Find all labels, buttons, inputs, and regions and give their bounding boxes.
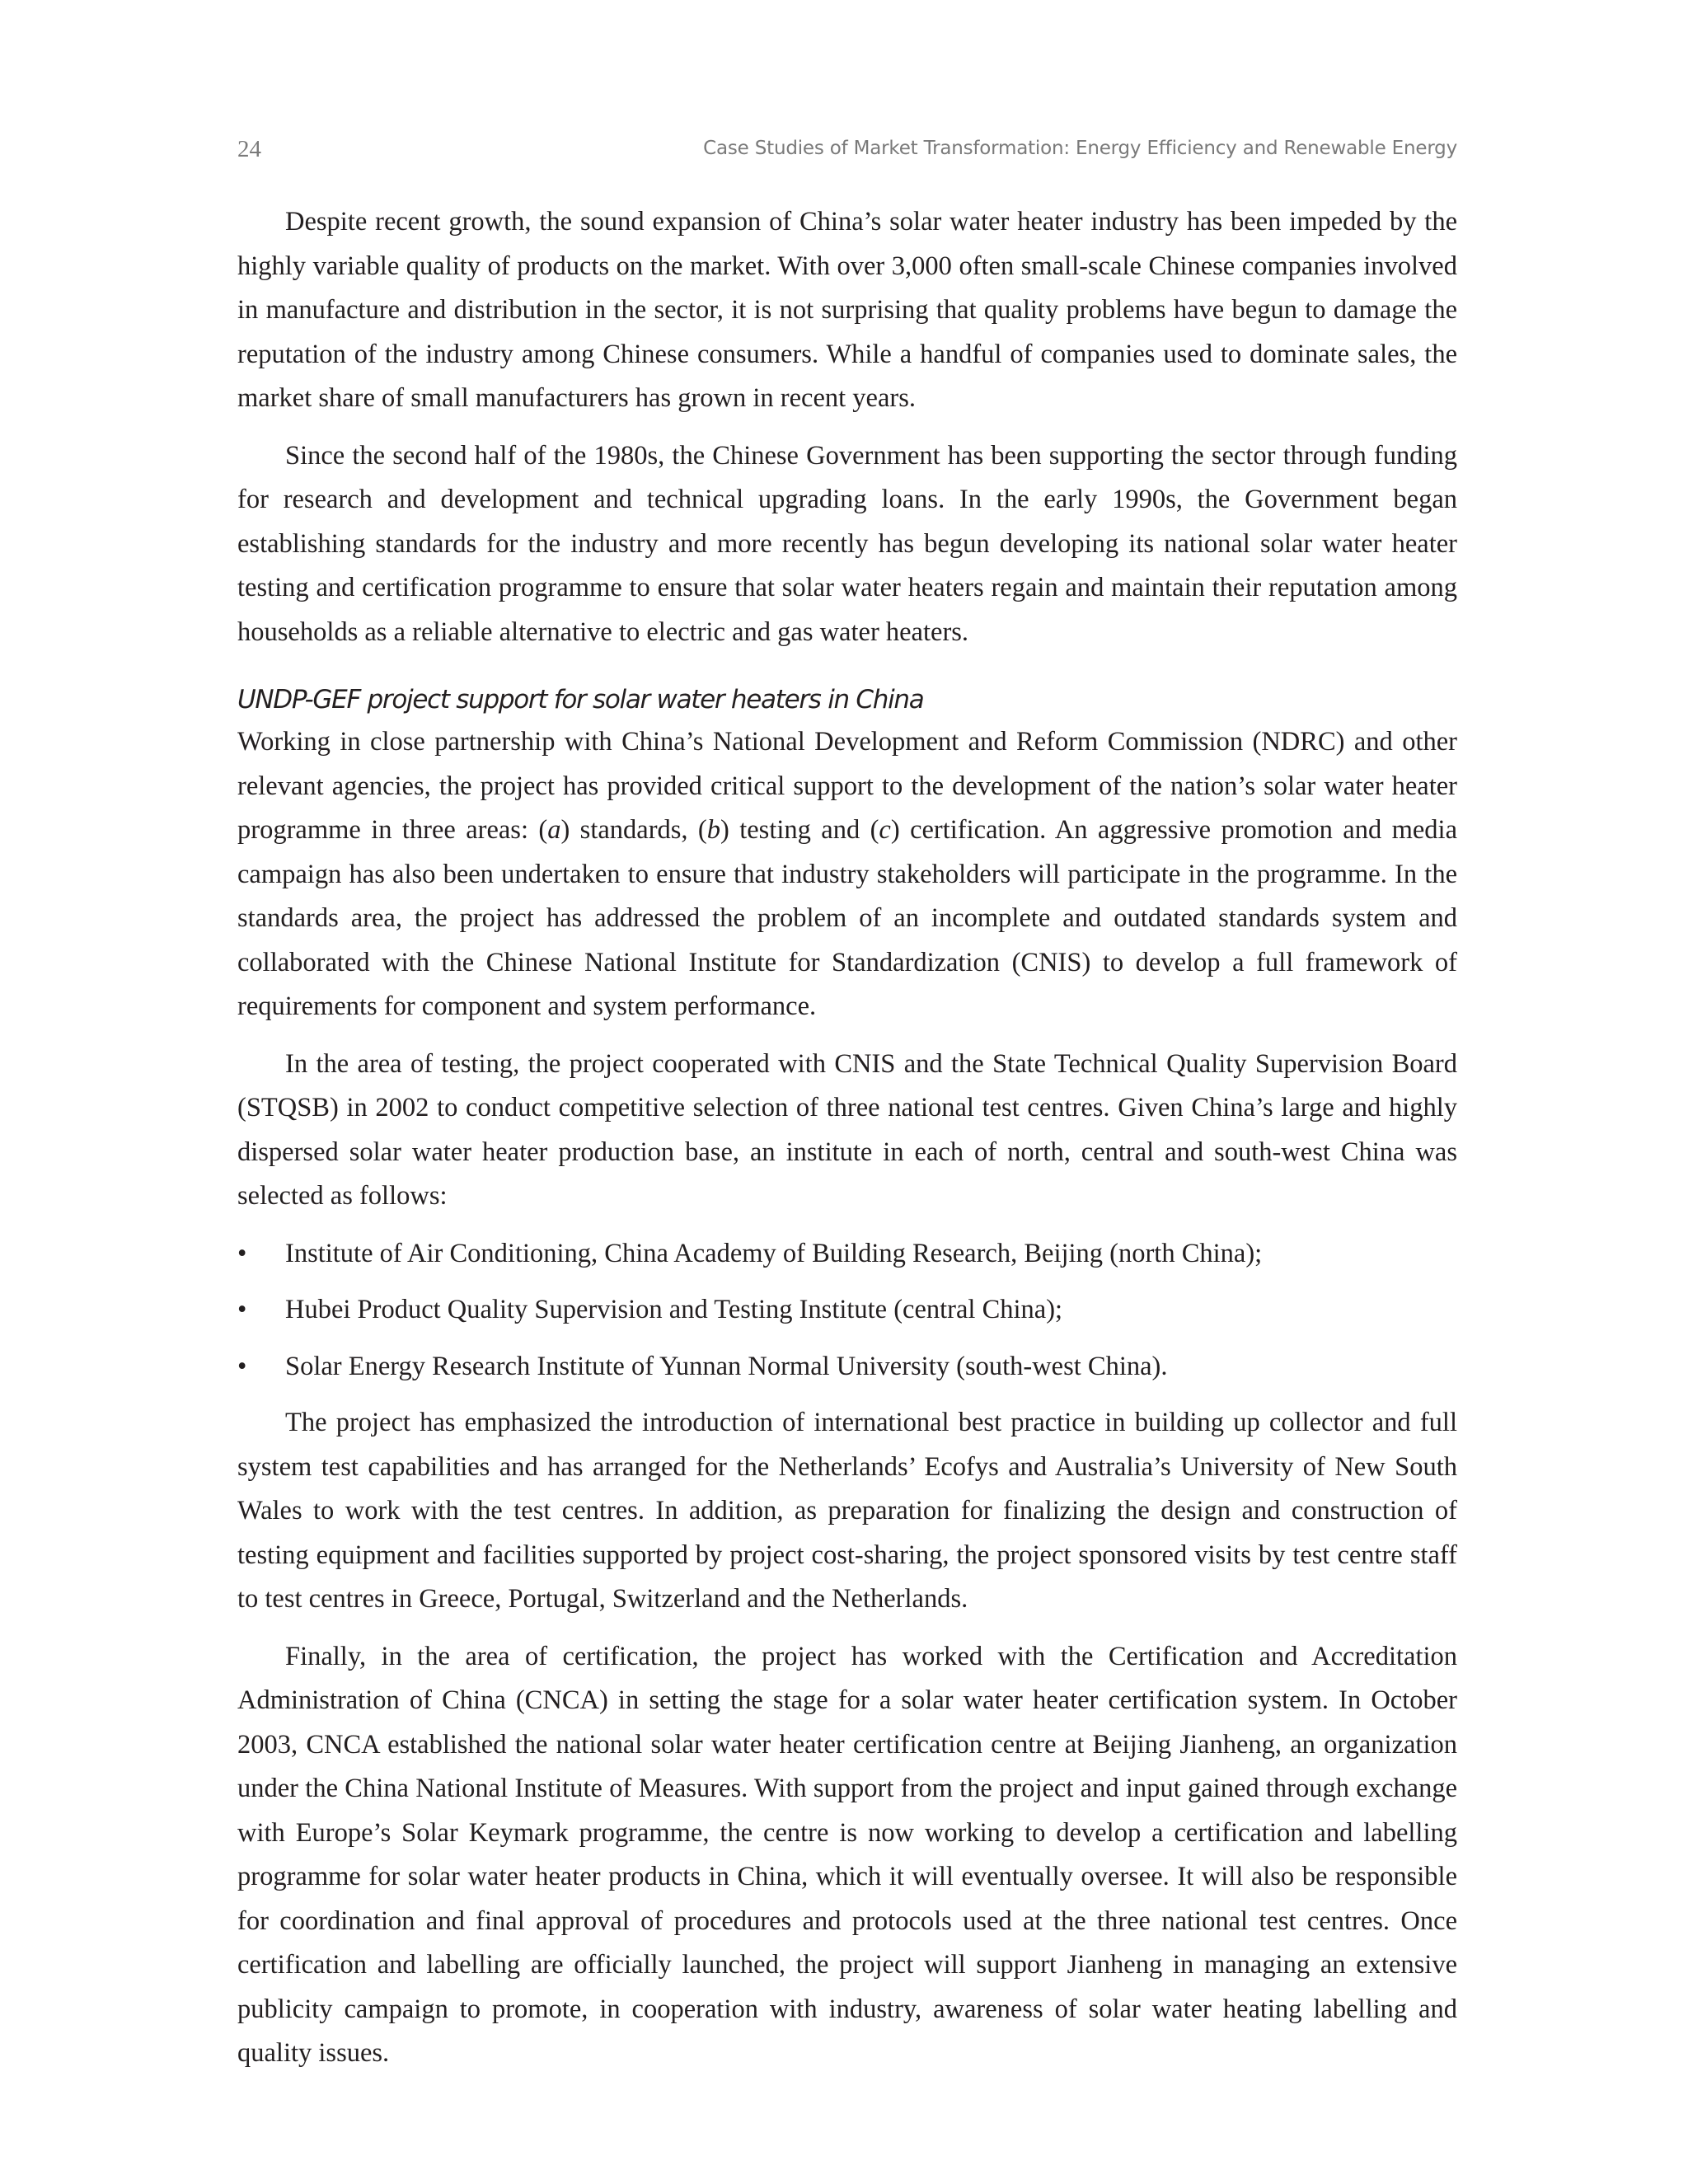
intro-letter-a: a	[547, 815, 561, 845]
paragraph-project-partnership	[237, 720, 1457, 1029]
list-item	[237, 1288, 1457, 1333]
list-item	[237, 1232, 1457, 1277]
list-item-text: Institute of Air Conditioning, China Academy of Building Research, Beijing (north China);	[285, 1238, 1263, 1268]
list-item	[237, 1345, 1457, 1390]
body-text	[237, 200, 1457, 2089]
paragraph-quality-problems: Despite recent growth, the sound expansion of China’s solar water heater industry has been impeded by the highly variable quality of products on the market. With over 3,000 often small-scale Chinese companies involved in manufacture and distribution in the sector, it is not surprising that quality problems have begun to damage the reputation of the industry among Chinese consumers. While a handful of companies used to dominate sales, the market share of small manufacturers has grown in recent years.	[237, 207, 1457, 413]
section-heading: UNDP-GEF project support for solar water heaters in China	[237, 685, 924, 715]
running-title: Case Studies of Market Transformation: Energy Efficiency and Renewable Energy	[703, 138, 1457, 159]
intro-text-part-2: ) standards, (	[560, 815, 707, 845]
intro-text-part-1: Working in close partnership with China’s National Development and Reform Commission (NDRC) and other relevant agencies, the project has provided critical support to the development of the nation’s solar water heater programme in three areas: (	[237, 727, 1457, 845]
paragraph-certification: Finally, in the area of certification, the project has worked with the Certification and Accreditation Administration of China (CNCA) in setting the stage for a solar water heater certification system. In October 2003, CNCA established the national solar water heater certification centre at Beijing Jianheng, an organization under the China National Institute of Measures. With support from the project and input gained through exchange with Europe’s Solar Keymark programme, the centre is now working to develop a certification and labelling programme for solar water heater products in China, which it will eventually oversee. It will also be responsible for coordination and final approval of procedures and protocols used at the three national test centres. Once certification and labelling are officially launched, the project will support Jianheng in managing an extensive publicity campaign to promote, in cooperation with industry, awareness of solar water heating labelling and quality issues.	[237, 1641, 1457, 2068]
paragraph-international-practice: The project has emphasized the introduction of international best practice in building up collector and full system test capabilities and has arranged for the Netherlands’ Ecofys and Australia’s University of New South Wales to work with the test centres. In addition, as preparation for finalizing the design and construction of testing equipment and facilities supported by project cost-sharing, the project sponsored visits by test centre staff to test centres in Greece, Portugal, Switzerland and the Netherlands.	[237, 1408, 1457, 1614]
paragraph-government-support: Since the second half of the 1980s, the Chinese Government has been supporting the sector through funding for research and development and technical upgrading loans. In the early 1990s, the Government began establishing standards for the industry and more recently has begun developing its national solar water heater testing and certification programme to ensure that solar water heaters regain and maintain their reputation among households as a reliable alternative to electric and gas water heaters.	[237, 440, 1457, 647]
paragraph-testing: In the area of testing, the project cooperated with CNIS and the State Technical Quality Supervision Board (STQSB) in 2002 to conduct competitive selection of three national test centres. Given China’s large and highly dispersed solar water heater production base, an institute in each of north, central and south-west China was selected as follows:	[237, 1048, 1457, 1211]
intro-letter-b: b	[706, 815, 721, 845]
bullet-icon: •	[237, 1295, 247, 1324]
page-number: 24	[237, 136, 261, 162]
running-header	[237, 136, 1457, 169]
bullet-icon: •	[237, 1351, 247, 1381]
list-item-text: Solar Energy Research Institute of Yunnan Normal University (south-west China).	[285, 1351, 1168, 1381]
bullet-icon: •	[237, 1238, 247, 1268]
test-centre-list	[237, 1232, 1457, 1390]
list-item-text: Hubei Product Quality Supervision and Testing Institute (central China);	[285, 1295, 1063, 1324]
intro-text-part-4: ) certification. An aggressive promotion and media campaign has also been undertaken to ensure that industry stakeholders will participate in the programme. In the standards area, the project has addressed the problem of an incomplete and outdated standards system and collaborated with the Chinese National Institute for Standardization (CNIS) to develop a full framework of requirements for component and system performance.	[237, 815, 1457, 1021]
intro-letter-c: c	[879, 815, 891, 845]
intro-text-part-3: ) testing and (	[720, 815, 879, 845]
